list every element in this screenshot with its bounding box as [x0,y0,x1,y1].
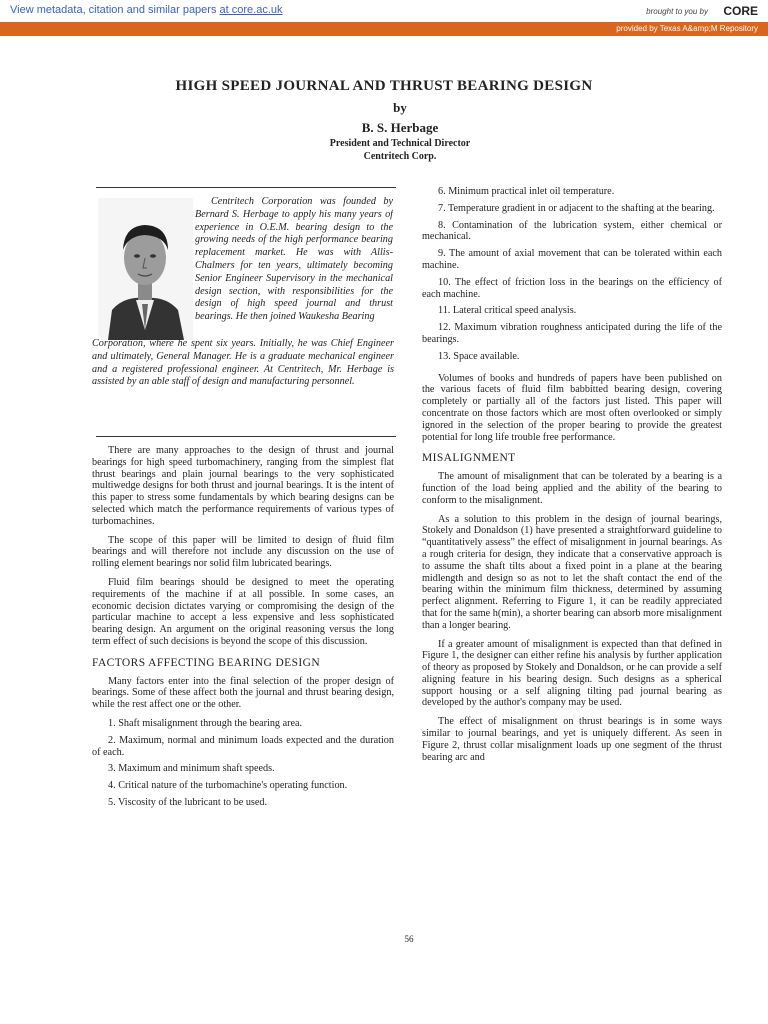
paragraph: The effect of misalignment on thrust bearings is in some ways similar to journal bearings, and yet is uniquely different. As seen in Figure 2, thrust collar misalignment loads up one segment of the thrust bearing arc and [422,716,722,763]
paper-title: HIGH SPEED JOURNAL AND THRUST BEARING DESIGN [175,78,593,94]
list-item: 9. The amount of axial movement that can be tolerated within each machine. [422,248,722,271]
list-item: 6. Minimum practical inlet oil temperature. [438,186,615,197]
author-company: Centritech Corp. [363,151,437,162]
section-heading: MISALIGNMENT [422,452,516,465]
author-photo [98,198,193,340]
author-bio-text: Centritech Corporation was founded by Bernard S. Herbage to apply his many years of experience in O.E.M. bearing design to the growing needs of the high performance bearing replacement market. He was with Allis-Chalmers for ten years, ultimately becoming Senior Engineer Supervisory in the mechanical design section, with responsibilities for the design of high speed journal and thrust bearings. He then joined Waukesha Bearing [195,196,393,323]
list-item: 3. Maximum and minimum shaft speeds. [108,763,275,775]
provider-bar [0,22,768,36]
author-bio-overflow: Corporation, where he spent six years. Initially, he was Chief Engineer and ultimately, General Manager. He is a graduate mechanical engineer and a registered professional engineer. At Centritech, Mr. Herbage is assisted by an able staff of design and manufacturing personnel. [92,338,394,388]
bio-top-rule [96,187,396,188]
list-item: 12. Maximum vibration roughness anticipated during the life of the bearings. [422,322,722,345]
list-item: 5. Viscosity of the lubricant to be used. [108,796,268,808]
paragraph: Fluid film bearings should be designed to meet the operating requirements of the machine if at all possible. In some cases, an economic decision dictates varying or compromising the design of the particular machine to accept a less expensive and less sophisticated bearing design. An argument on the original reasoning versus the long term effect of such decisions is beyond the scope of this discussion. [92,576,394,647]
list-item: 7. Temperature gradient in or adjacent to the shafting at the bearing. [438,202,715,214]
author-bio-continued [92,338,394,434]
author-name: B. S. Herbage [361,120,439,135]
paragraph: There are many approaches to the design of thrust and journal bearings for high speed turbomachinery, ranging from the simplest flat thrust bearings and plain journal bearings to the very sophisticated multiwedge designs for both thrust and journal bearings. It is the intent of this paper to stress some fundamentals by which bearing designs can be selected which match the performance requirements of various types of turbomachines. [92,445,394,527]
paragraph: As a solution to this problem in the design of journal bearings, Stokely and Donaldson (1) have presented a straightforward guideline to “quantitatively assess” the effect of misalignment in journal bearings. As a rough criteria for design, they indicate that a conservative approach is to assume the shaft tilts about a fixed point in a plane at the bearing midlength and design so as not to let the shaft contact the end of the bearing within the minimum film thickness, determined by assuming perfect alignment. Referring to Figure 1, it can be readily appreciated that for the same h(min), a shorter bearing can absorb more misalignment than a longer bearing. [422,513,722,631]
metadata-link[interactable] [10,4,283,16]
bio-bottom-rule [96,436,396,437]
list-item: 11. Lateral critical speed analysis. [438,305,577,317]
paragraph: Many factors enter into the final selection of the proper design of bearings. Some of these affect both the journal and thrust bearing design, while the rest affect one or the other. [92,675,394,711]
right-column [422,186,722,770]
page-number: 56 [404,934,414,944]
paragraph: If a greater amount of misalignment is expected than that defined in Figure 1, the designer can either refine his analysis by further application of theory as proposed by Stokely and Donaldson, or he can provide a self aligning feature in his bearing design. Such designs as a spherical support housing or a self aligning tilting pad journal bearing as developed by the author's company may be used. [422,638,722,709]
metadata-link-text[interactable]: at core.ac.uk [219,4,283,16]
list-item: 2. Maximum, normal and minimum loads expected and the duration of each. [92,734,394,758]
byline-by: by [393,100,407,115]
paragraph: Volumes of books and hundreds of papers have been published on the various facets of fluid film babbitted bearing design, covering completely or partially all of the factors just listed. This paper will concentrate on those factors which are most often overlooked or simply ignored in the selection of the proper bearing to provide the greatest potential for long life trouble free performance. [422,372,722,443]
list-item: 13. Space available. [438,350,520,362]
paragraph: The amount of misalignment that can be tolerated by a bearing is a function of the load being applied and the ability of the bearing to conform to the misalignment. [422,471,722,506]
paragraph: The scope of this paper will be limited to design of fluid film bearings and will therefore not include any discussion on the use of rolling element bearings nor solid film lubricated bearings. [92,534,394,570]
list-item: 10. The effect of friction loss in the bearings on the efficiency of each machine. [422,276,722,300]
list-item: 4. Critical nature of the turbomachine's operating function. [108,780,348,792]
author-role: President and Technical Director [329,138,471,149]
core-logo[interactable]: CORE [723,4,758,18]
section-heading: FACTORS AFFECTING BEARING DESIGN [92,656,321,669]
list-item: 1. Shaft misalignment through the bearing area. [108,717,303,729]
core-banner [0,0,768,23]
list-item: 8. Contamination of the lubrication system, either chemical or mechanical. [422,219,722,243]
provided-by-label: provided by Texas A&amp;M Repository [616,24,758,33]
metadata-link-prefix: View metadata, citation and similar papers [10,4,220,16]
left-column [92,445,394,814]
author-bio [195,196,393,336]
brought-to-you-label: brought to you by [646,7,708,16]
